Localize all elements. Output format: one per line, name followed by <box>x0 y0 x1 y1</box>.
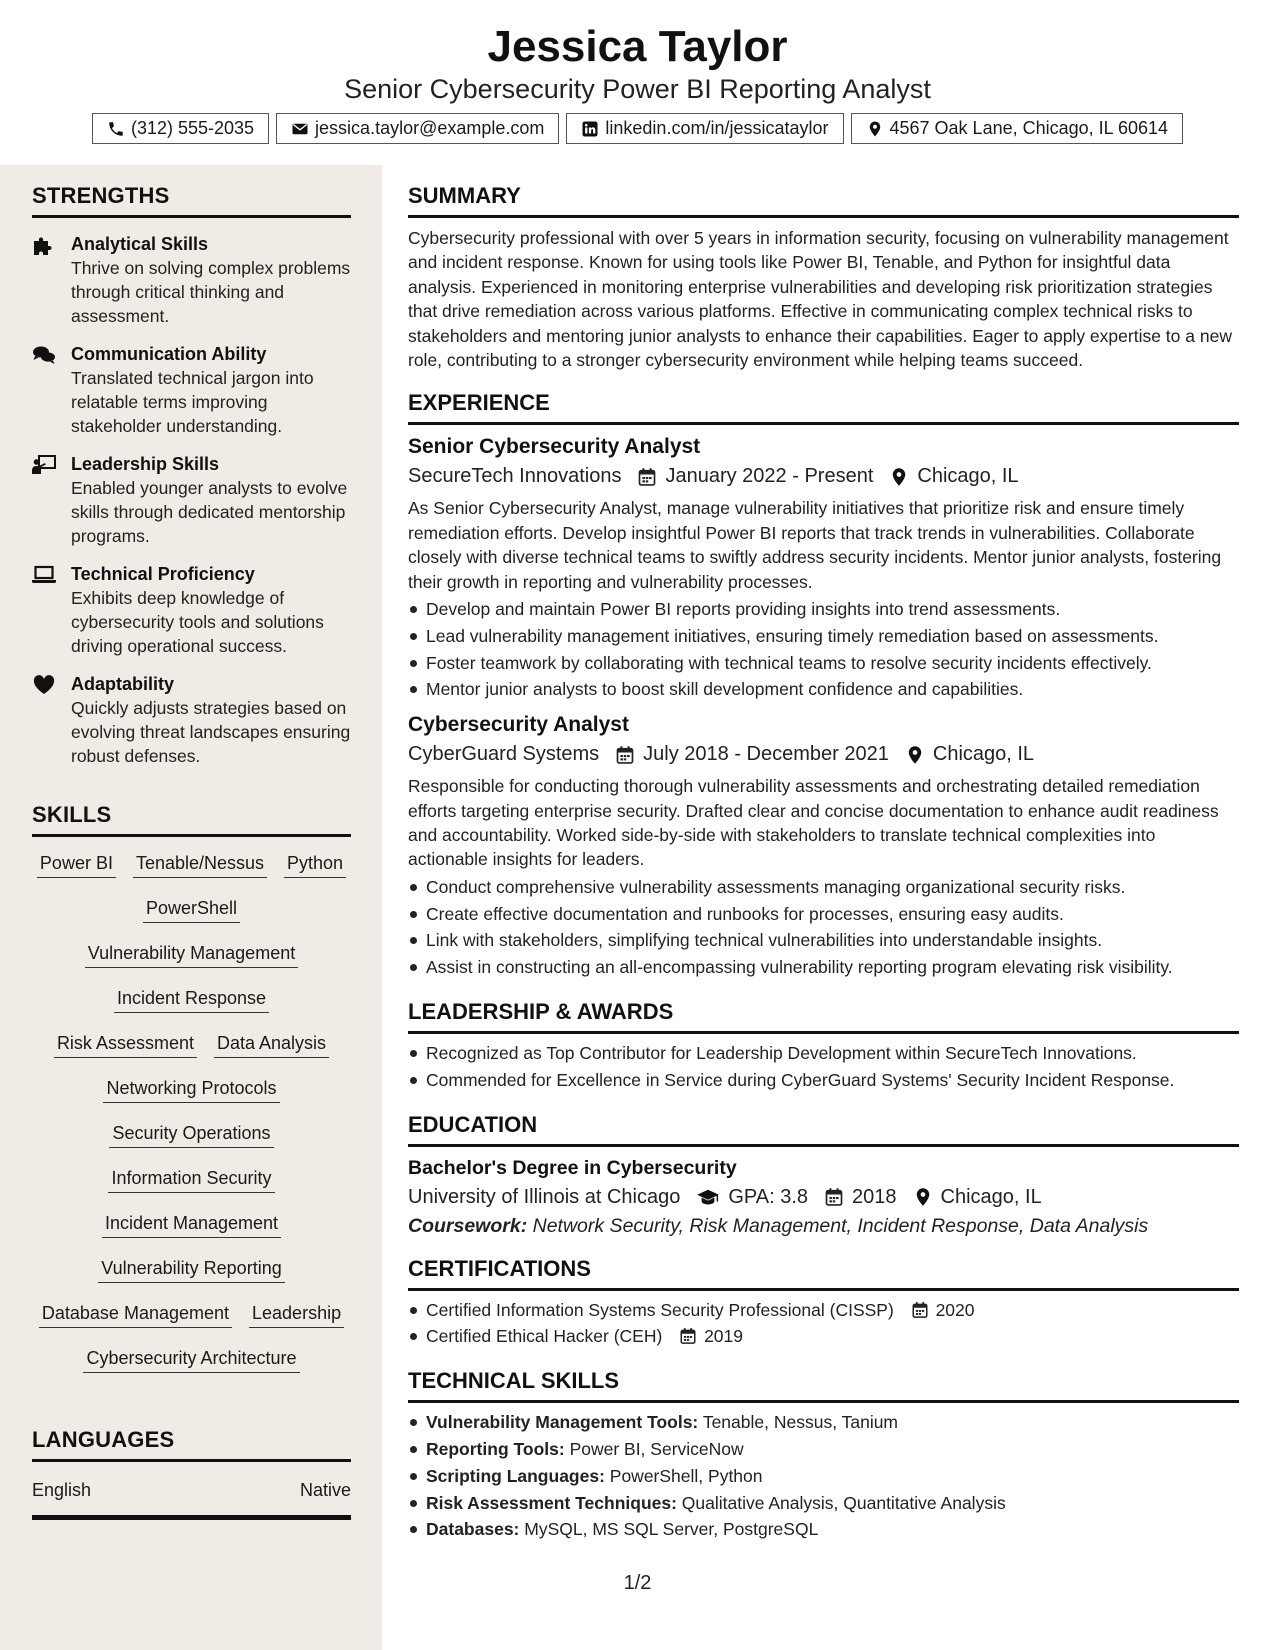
certifications-heading: CERTIFICATIONS <box>408 1256 1239 1291</box>
laptop-icon <box>32 565 56 585</box>
skill-tag: Leadership <box>249 1301 344 1328</box>
certification-name: Certified Information Systems Security Professional (CISSP) <box>426 1299 894 1320</box>
skill-tag: Data Analysis <box>214 1031 329 1058</box>
contact-email-text: jessica.taylor@example.com <box>315 118 545 138</box>
phone-icon <box>107 120 125 138</box>
job-bullets <box>408 874 1239 981</box>
job-dates: January 2022 - Present <box>665 465 874 488</box>
job-company: CyberGuard Systems <box>408 743 600 766</box>
job-meta <box>408 465 1239 488</box>
envelope-icon <box>291 120 309 138</box>
skill-tag: Power BI <box>37 851 116 878</box>
contact-linkedin[interactable] <box>566 113 843 144</box>
awards-list <box>408 1040 1239 1094</box>
sidebar <box>0 165 382 1650</box>
page-number: 1/2 <box>623 1572 652 1594</box>
skill-tag: Tenable/Nessus <box>133 851 267 878</box>
certification-item <box>408 1297 1239 1324</box>
graduation-year: 2018 <box>852 1185 897 1208</box>
map-pin-icon <box>913 1187 933 1207</box>
certifications-section <box>408 1256 1239 1351</box>
job-entry <box>408 713 1239 981</box>
graduation-cap-icon <box>696 1187 720 1207</box>
calendar-icon <box>824 1187 844 1207</box>
candidate-name: Jessica Taylor <box>487 22 788 71</box>
chat-bubbles-icon <box>32 345 56 365</box>
certification-year: 2020 <box>935 1299 975 1320</box>
contact-address-text: 4567 Oak Lane, Chicago, IL 60614 <box>889 118 1169 138</box>
coursework-label: Coursework: <box>408 1214 528 1237</box>
job-bullet: Link with stakeholders, simplifying technical vulnerabilities into understandable insights. <box>408 927 1239 954</box>
calendar-icon <box>615 745 635 765</box>
skill-tag: Cybersecurity Architecture <box>83 1346 299 1373</box>
technical-skills-list <box>408 1409 1239 1543</box>
calendar-icon <box>679 1327 697 1345</box>
technical-skill-item <box>408 1516 1239 1543</box>
strength-item <box>32 232 351 328</box>
job-bullet: Conduct comprehensive vulnerability assessments managing organizational security risks. <box>408 874 1239 901</box>
job-location: Chicago, IL <box>932 743 1035 766</box>
strength-title: Adaptability <box>71 674 175 694</box>
candidate-title: Senior Cybersecurity Power BI Reporting Analyst <box>344 74 931 104</box>
summary-heading: SUMMARY <box>408 183 1239 218</box>
skill-tag: Networking Protocols <box>103 1076 279 1103</box>
map-pin-icon <box>889 467 909 487</box>
experience-heading: EXPERIENCE <box>408 390 1239 425</box>
technical-skill-label: Reporting Tools: <box>426 1439 565 1460</box>
technical-skill-item <box>408 1463 1239 1490</box>
skill-tag: Incident Response <box>114 986 269 1013</box>
language-name: English <box>32 1480 92 1500</box>
awards-section <box>408 999 1239 1094</box>
skill-tag: Information Security <box>108 1166 274 1193</box>
degree-title: Bachelor's Degree in Cybersecurity <box>408 1156 737 1179</box>
job-location: Chicago, IL <box>917 465 1019 488</box>
certification-name: Certified Ethical Hacker (CEH) <box>426 1326 663 1347</box>
job-description: As Senior Cybersecurity Analyst, manage vulnerability initiatives that prioritize risk and ensure timely remediation efforts. Develop insightful Power BI reports that track trends in vulnerabilities. Collaborate closely with diverse technical teams to swiftly address security incidents. Mentor junior analysts, fostering their growth in reporting and vulnerability processes. <box>408 498 1222 592</box>
skill-tag: Vulnerability Management <box>85 941 298 968</box>
technical-skill-label: Scripting Languages: <box>426 1465 605 1486</box>
job-bullet: Create effective documentation and runbooks for processes, ensuring easy audits. <box>408 901 1239 928</box>
technical-skill-label: Vulnerability Management Tools: <box>426 1412 699 1433</box>
certification-item <box>408 1323 1239 1350</box>
job-entry <box>408 435 1239 703</box>
strength-item <box>32 672 351 768</box>
heart-icon <box>32 675 56 695</box>
linkedin-icon <box>581 120 599 138</box>
technical-skill-item <box>408 1409 1239 1436</box>
skills-section <box>32 802 351 1391</box>
technical-skills-section <box>408 1368 1239 1543</box>
skill-tag: Vulnerability Reporting <box>98 1256 284 1283</box>
main-content <box>408 165 1239 1543</box>
strength-desc: Enabled younger analysts to evolve skills through dedicated mentorship programs. <box>71 478 348 546</box>
technical-skill-value: Power BI, ServiceNow <box>569 1439 744 1460</box>
skill-tag: Risk Assessment <box>54 1031 197 1058</box>
strength-desc: Thrive on solving complex problems through critical thinking and assessment. <box>71 258 351 326</box>
language-level: Native <box>299 1480 351 1500</box>
technical-skill-value: Tenable, Nessus, Tanium <box>702 1412 899 1433</box>
skills-heading: SKILLS <box>32 802 351 837</box>
certification-year: 2019 <box>704 1326 743 1347</box>
contact-phone[interactable] <box>92 113 269 144</box>
map-pin-icon <box>905 745 925 765</box>
job-bullet: Lead vulnerability management initiatives, ensuring timely remediation based on assessments. <box>408 623 1239 650</box>
technical-skill-value: PowerShell, Python <box>609 1465 763 1486</box>
strengths-section <box>32 183 351 768</box>
strength-title: Leadership Skills <box>71 454 220 474</box>
presenter-icon <box>32 455 56 475</box>
job-meta <box>408 743 1239 766</box>
skill-tag: Database Management <box>39 1301 232 1328</box>
job-bullet: Assist in constructing an all-encompassing vulnerability reporting program elevating risk visibility. <box>408 954 1239 981</box>
skills-list <box>32 851 351 1391</box>
experience-section <box>408 390 1239 981</box>
languages-heading: LANGUAGES <box>32 1427 351 1462</box>
job-title: Cybersecurity Analyst <box>408 713 629 737</box>
technical-skill-label: Databases: <box>426 1519 520 1540</box>
map-pin-icon <box>866 120 884 138</box>
job-bullet: Foster teamwork by collaborating with technical teams to resolve security incidents effectively. <box>408 650 1239 677</box>
strength-item <box>32 562 351 658</box>
technical-skill-value: MySQL, MS SQL Server, PostgreSQL <box>524 1519 819 1540</box>
award-item: Commended for Excellence in Service during CyberGuard Systems' Security Incident Response. <box>408 1067 1239 1094</box>
strengths-heading: STRENGTHS <box>32 183 351 218</box>
calendar-icon <box>637 467 657 487</box>
job-title: Senior Cybersecurity Analyst <box>408 435 701 459</box>
job-company: SecureTech Innovations <box>408 465 622 488</box>
contact-phone-text: (312) 555-2035 <box>130 118 255 138</box>
education-meta <box>408 1186 1239 1209</box>
school-location: Chicago, IL <box>940 1185 1042 1208</box>
gpa: GPA: 3.8 <box>728 1185 809 1208</box>
skill-tag: Incident Management <box>102 1211 281 1238</box>
job-dates: July 2018 - December 2021 <box>643 743 889 766</box>
strength-desc: Translated technical jargon into relatable terms improving stakeholder understanding. <box>71 368 314 436</box>
strength-title: Communication Ability <box>71 344 267 364</box>
certifications-list <box>408 1297 1239 1351</box>
education-heading: EDUCATION <box>408 1112 1239 1147</box>
technical-skill-label: Risk Assessment Techniques: <box>426 1492 677 1513</box>
strength-desc: Quickly adjusts strategies based on evolving threat landscapes ensuring robust defenses. <box>71 698 351 766</box>
job-description: Responsible for conducting thorough vulnerability assessments and orchestrating detailed remediation efforts targeting enterprise security. Drafted clear and concise documentation to enhance audit readiness and accountability. Worked side-by-side with stakeholders to translate technical complexities into actionable insights for leaders. <box>408 776 1219 870</box>
coursework-list: Network Security, Risk Management, Incident Response, Data Analysis <box>532 1214 1149 1237</box>
awards-heading: LEADERSHIP & AWARDS <box>408 999 1239 1034</box>
summary-section <box>408 183 1239 372</box>
contact-email[interactable] <box>276 113 559 144</box>
strength-title: Technical Proficiency <box>71 564 255 584</box>
summary-text: Cybersecurity professional with over 5 years in information security, focusing on vulnerability management and incident response. Known for using tools like Power BI, Tenable, and Python for insightful data analysis. Experienced in monitoring enterprise vulnerabilities and developing risk prioritization strategies that drive remediation across various platforms. Effective in communicating complex technical risks to stakeholders and mentoring junior analysts to enhance their capabilities. Eager to apply expertise to a new role, contributing to a stronger cybersecurity environment while helping teams succeed. <box>408 228 1232 371</box>
school-name: University of Illinois at Chicago <box>408 1185 681 1208</box>
technical-skill-item <box>408 1436 1239 1463</box>
puzzle-icon <box>32 235 56 255</box>
coursework <box>408 1215 1239 1238</box>
languages-section <box>32 1427 351 1520</box>
calendar-icon <box>911 1301 929 1319</box>
strength-item <box>32 342 351 438</box>
technical-skill-value: Qualitative Analysis, Quantitative Analysis <box>681 1492 1006 1513</box>
job-bullet: Develop and maintain Power BI reports providing insights into trend assessments. <box>408 596 1239 623</box>
strength-desc: Exhibits deep knowledge of cybersecurity tools and solutions driving operational success. <box>71 588 324 656</box>
education-section <box>408 1112 1239 1238</box>
contact-bar <box>0 113 1275 144</box>
job-bullet: Mentor junior analysts to boost skill development confidence and capabilities. <box>408 676 1239 703</box>
language-item <box>32 1480 351 1520</box>
strength-title: Analytical Skills <box>71 234 209 254</box>
skill-tag: Python <box>284 851 346 878</box>
contact-linkedin-text: linkedin.com/in/jessicataylor <box>605 118 829 138</box>
skill-tag: Security Operations <box>109 1121 273 1148</box>
contact-address[interactable] <box>851 113 1184 144</box>
technical-skill-item <box>408 1490 1239 1517</box>
job-bullets <box>408 596 1239 703</box>
technical-skills-heading: TECHNICAL SKILLS <box>408 1368 1239 1403</box>
award-item: Recognized as Top Contributor for Leadership Development within SecureTech Innovations. <box>408 1040 1239 1067</box>
resume-header <box>0 0 1275 165</box>
skill-tag: PowerShell <box>143 896 240 923</box>
strength-item <box>32 452 351 548</box>
